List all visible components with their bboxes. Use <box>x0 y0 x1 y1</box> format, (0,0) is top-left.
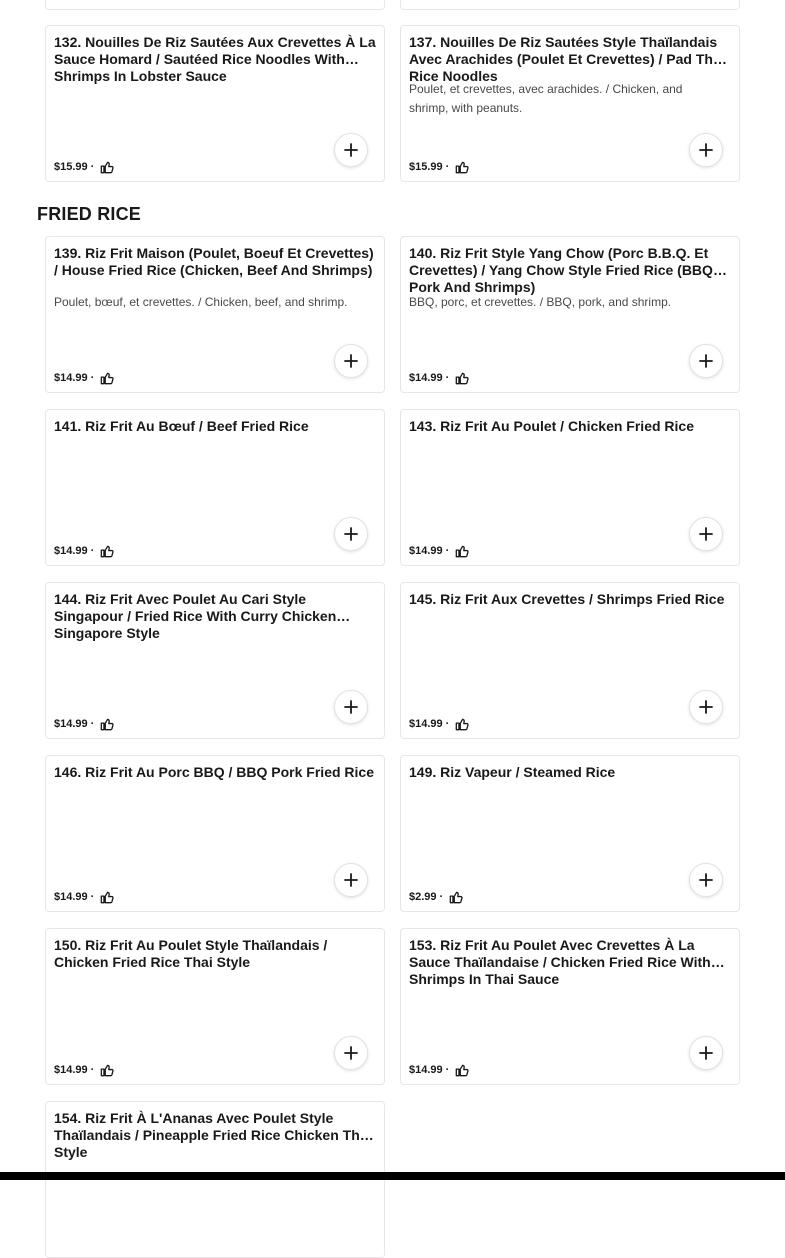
add-to-cart-button[interactable] <box>689 517 723 551</box>
thumbs-up-icon <box>455 371 469 385</box>
menu-item-title: 149. Riz Vapeur / Steamed Rice <box>409 764 616 780</box>
meta-separator: · <box>439 891 444 903</box>
meta-separator: · <box>90 161 95 173</box>
menu-item-meta <box>409 544 469 558</box>
menu-item-price: $14.99 <box>54 1064 88 1076</box>
menu-item-price: $14.99 <box>409 1064 443 1076</box>
menu-item-title: 137. Nouilles De Riz Sautées Style Thaïlandais Avec Arachides (Poulet Et Crevettes) / Pad Thai Rice Noodles <box>409 34 725 84</box>
thumbs-up-icon <box>100 1063 114 1077</box>
thumbs-up-icon <box>455 160 469 174</box>
menu-item-title: 143. Riz Frit Au Poulet / Chicken Fried Rice <box>409 418 694 434</box>
thumbs-up-icon <box>455 544 469 558</box>
add-to-cart-button[interactable] <box>334 344 368 378</box>
menu-item-description: BBQ, porc, et crevettes. / BBQ, pork, and shrimp. <box>409 295 672 309</box>
thumbs-up-icon <box>100 890 114 904</box>
menu-item-card-146[interactable] <box>45 755 385 912</box>
menu-item-meta <box>409 371 469 385</box>
plus-icon <box>698 872 714 888</box>
menu-item-price: $15.99 <box>54 161 88 173</box>
add-to-cart-button[interactable] <box>689 863 723 897</box>
menu-item-card-149[interactable] <box>400 755 740 912</box>
meta-separator: · <box>445 1064 450 1076</box>
thumbs-up-icon <box>455 717 469 731</box>
menu-item-price: $15.99 <box>409 161 443 173</box>
menu-item-price: $14.99 <box>54 718 88 730</box>
menu-item-description: Poulet, et crevettes, avec arachides. / Chicken, and shrimp, with peanuts. <box>409 82 683 115</box>
menu-item-card-132[interactable] <box>45 25 385 182</box>
menu-item-price: $14.99 <box>409 545 443 557</box>
add-to-cart-button[interactable] <box>334 863 368 897</box>
menu-item-meta <box>54 371 114 385</box>
menu-item-meta <box>409 890 463 904</box>
thumbs-up-icon <box>449 890 463 904</box>
plus-icon <box>343 699 359 715</box>
menu-item-price: $14.99 <box>54 545 88 557</box>
menu-item-card-144[interactable] <box>45 582 385 739</box>
meta-separator: · <box>445 718 450 730</box>
menu-item-title: 146. Riz Frit Au Porc BBQ / BBQ Pork Fried Rice <box>54 764 374 780</box>
plus-icon <box>698 353 714 369</box>
menu-item-price: $14.99 <box>54 372 88 384</box>
meta-separator: · <box>445 545 450 557</box>
menu-item-meta <box>54 544 114 558</box>
menu-item-title: 139. Riz Frit Maison (Poulet, Boeuf Et Crevettes) / House Fried Rice (Chicken, Beef And Shrimps) <box>54 245 374 278</box>
bottom-bar <box>0 1172 785 1180</box>
plus-icon <box>343 872 359 888</box>
menu-item-card-153[interactable] <box>400 928 740 1085</box>
thumbs-up-icon <box>100 717 114 731</box>
menu-item-price: $14.99 <box>409 718 443 730</box>
menu-item-title: 154. Riz Frit À L'Ananas Avec Poulet Style Thaïlandais / Pineapple Fried Rice Chicken Thai Style <box>54 1110 372 1160</box>
plus-icon <box>698 526 714 542</box>
menu-item-meta <box>54 717 114 731</box>
menu-item-description: Poulet, bœuf, et crevettes. / Chicken, beef, and shrimp. <box>54 295 348 309</box>
add-to-cart-button[interactable] <box>689 1036 723 1070</box>
menu-item-price: $14.99 <box>409 372 443 384</box>
plus-icon <box>698 699 714 715</box>
menu-item-meta <box>54 160 114 174</box>
add-to-cart-button[interactable] <box>334 517 368 551</box>
menu-item-title: 150. Riz Frit Au Poulet Style Thaïlandais / Chicken Fried Rice Thai Style <box>54 937 328 970</box>
menu-item-card-145[interactable] <box>400 582 740 739</box>
plus-icon <box>343 1045 359 1061</box>
menu-item-card-partial[interactable] <box>45 0 385 10</box>
plus-icon <box>343 142 359 158</box>
add-to-cart-button[interactable] <box>689 133 723 167</box>
menu-item-card-143[interactable] <box>400 409 740 566</box>
menu-item-meta <box>54 890 114 904</box>
thumbs-up-icon <box>100 371 114 385</box>
add-to-cart-button[interactable] <box>689 690 723 724</box>
meta-separator: · <box>90 718 95 730</box>
plus-icon <box>343 353 359 369</box>
menu-item-price: $14.99 <box>54 891 88 903</box>
menu-item-meta <box>54 1063 114 1077</box>
thumbs-up-icon <box>100 544 114 558</box>
add-to-cart-button[interactable] <box>334 690 368 724</box>
add-to-cart-button[interactable] <box>689 344 723 378</box>
plus-icon <box>343 526 359 542</box>
menu-item-card-141[interactable] <box>45 409 385 566</box>
menu-item-title: 141. Riz Frit Au Bœuf / Beef Fried Rice <box>54 418 309 434</box>
menu-item-title: 145. Riz Frit Aux Crevettes / Shrimps Fried Rice <box>409 591 725 607</box>
thumbs-up-icon <box>100 160 114 174</box>
menu-item-title: 144. Riz Frit Avec Poulet Au Cari Style Singapour / Fried Rice With Curry Chicken Singapore Style <box>54 591 337 641</box>
menu-item-card-150[interactable] <box>45 928 385 1085</box>
menu-item-card-partial[interactable] <box>400 0 740 10</box>
menu-item-title: 153. Riz Frit Au Poulet Avec Crevettes À La Sauce Thaïlandaise / Chicken Fried Rice With Shrimps In Thai Sauce <box>409 937 711 987</box>
menu-item-meta <box>409 160 469 174</box>
meta-separator: · <box>445 161 450 173</box>
meta-separator: · <box>90 1064 95 1076</box>
menu-item-meta <box>409 717 469 731</box>
menu-item-card-137[interactable] <box>400 25 740 182</box>
meta-separator: · <box>90 891 95 903</box>
meta-separator: · <box>445 372 450 384</box>
menu-item-meta <box>409 1063 469 1077</box>
section-title: FRIED RICE <box>37 204 142 224</box>
menu-item-title: 132. Nouilles De Riz Sautées Aux Crevettes À La Sauce Homard / Sautéed Rice Noodles With Shrimps In Lobster Sauce <box>54 34 376 84</box>
meta-separator: · <box>90 545 95 557</box>
add-to-cart-button[interactable] <box>334 1036 368 1070</box>
menu-item-price: $2.99 <box>409 891 437 903</box>
plus-icon <box>698 1045 714 1061</box>
meta-separator: · <box>90 372 95 384</box>
menu-item-card-140[interactable] <box>400 236 740 393</box>
menu-item-title: 140. Riz Frit Style Yang Chow (Porc B.B.Q. Et Crevettes) / Yang Chow Style Fried Rice (BBQ Pork And Shrimps) <box>409 245 713 295</box>
thumbs-up-icon <box>455 1063 469 1077</box>
menu-item-card-139[interactable] <box>45 236 385 393</box>
add-to-cart-button[interactable] <box>334 133 368 167</box>
plus-icon <box>698 142 714 158</box>
